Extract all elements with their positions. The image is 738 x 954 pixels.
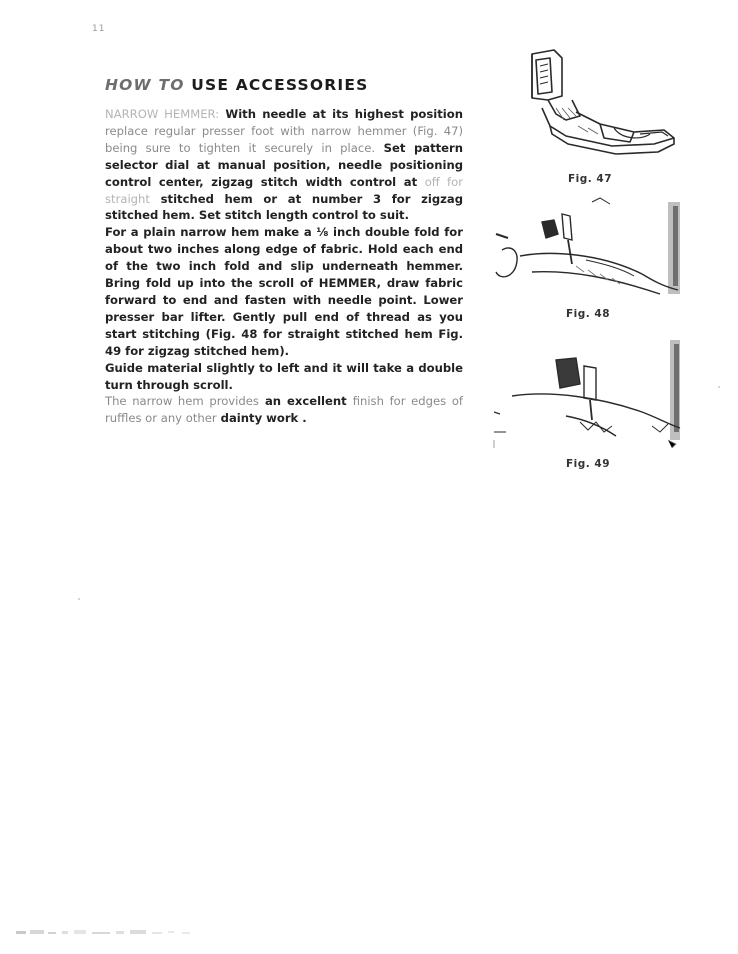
figure-49 (492, 336, 684, 454)
p1-sentence-1: With needle at its highest position (225, 107, 463, 121)
figure-48 (492, 194, 684, 304)
paragraph-plain-hem: For a plain narrow hem make a ⅛ inch double fold for about two inches along edge of fabric. Hold each end of the two inch fold and slip underneath hemmer. Bring fold up into the scroll of HEMMER, draw fabric forward to end and fasten with needle point. Lower presser bar lifter. Gently pull end of thread as you start stitching (Fig. 48 for straight stitched hem Fig. 49 for zigzag stitched hem). (105, 225, 463, 358)
zigzag-stitched-hem-photo-icon (492, 336, 684, 454)
paragraph-hem-finish (105, 393, 463, 427)
figure-47 (492, 48, 684, 168)
scan-smudge-icon (12, 926, 212, 938)
paragraph-narrow-hemmer (105, 106, 463, 224)
p1-sentence-2: replace regular presser foot with narrow hemmer (Fig. 47) being sure to tighten it securely in place. (105, 123, 463, 155)
p1-sentence-5: stitched hem or at number 3 for zigzag stitched hem. Set stitch length control to suit. (105, 191, 463, 223)
speck (718, 386, 720, 388)
paragraph-guide-material: Guide material slightly to left and it will take a double turn through scroll. (105, 360, 463, 392)
p1-sentence-3: Set pattern selector dial at manual position, needle positioning control center, zigzag stitch width control at (105, 140, 463, 189)
narrow-hemmer-foot-drawing-icon (492, 48, 684, 168)
heading-rest: USE ACCESSORIES (191, 76, 369, 94)
p4-sentence-3: finish for edges of ruffles or any other (105, 394, 463, 426)
fig-49-caption: Fig. 49 (566, 458, 611, 470)
p1-sentence-4: off for straight (105, 174, 463, 206)
page-heading (105, 76, 465, 94)
section-label: NARROW HEMMER: (105, 107, 220, 121)
speck (78, 598, 80, 600)
fig-47-caption: Fig. 47 (568, 173, 613, 185)
heading-lead: HOW TO (105, 76, 185, 94)
p4-sentence-2: an excellent (264, 394, 347, 409)
straight-stitched-hem-photo-icon (492, 194, 684, 304)
fig-48-caption: Fig. 48 (566, 308, 611, 320)
body-text (105, 106, 463, 427)
p4-sentence-4: dainty work . (220, 411, 307, 426)
p4-sentence-1: The narrow hem provides (105, 394, 259, 409)
page-number: 11 (92, 24, 106, 34)
